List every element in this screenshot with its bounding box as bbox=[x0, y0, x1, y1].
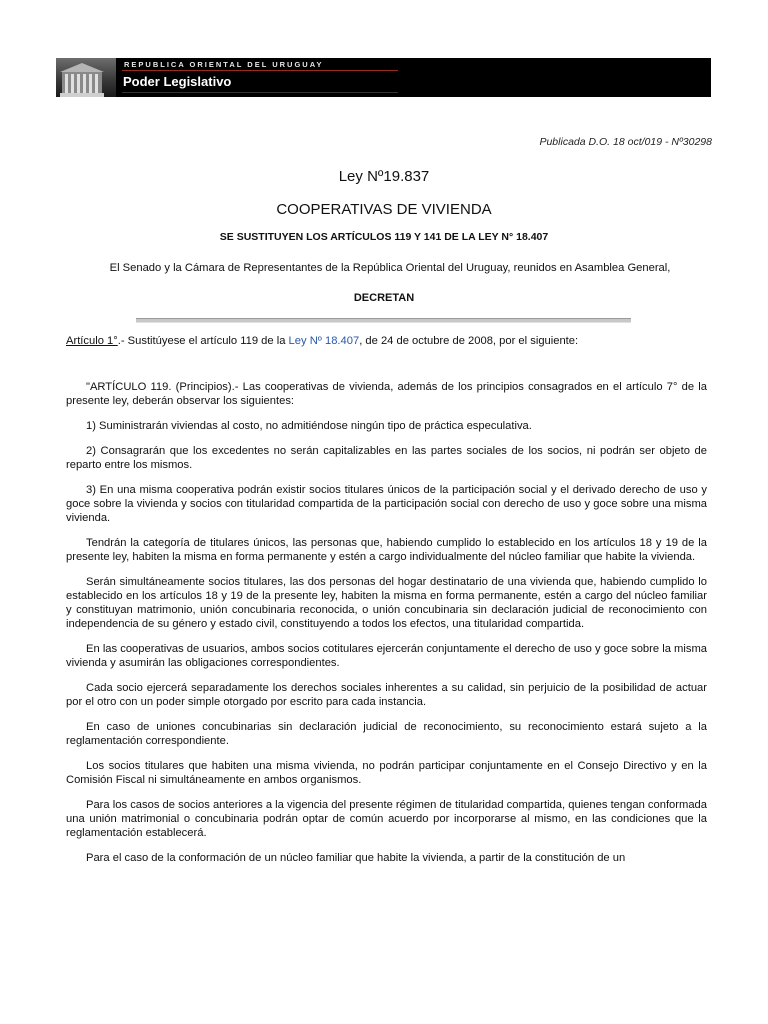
paragraph-article-119: "ARTÍCULO 119. (Principios).- Las cooperativas de vivienda, además de los principios consagrados en el artículo 7° de la presente ley, deberán observar los siguientes: bbox=[66, 381, 707, 407]
article-1-label[interactable]: Artículo 1° bbox=[66, 335, 118, 347]
intro-text: El Senado y la Cámara de Representantes de la República Oriental del Uruguay, reunidos en Asamblea General, bbox=[109, 262, 671, 274]
paragraph-derechos-sociales: Cada socio ejercerá separadamente los derechos sociales inherentes a su calidad, sin perjuicio de la posibilidad de actuar por el otro con un poder simple otorgado por escrito para cada instancia. bbox=[66, 682, 707, 708]
paragraph-titulares-unicos: Tendrán la categoría de titulares únicos, las personas que, habiendo cumplido lo establecido en los artículos 18 y 19 de la presente ley, habiten la misma en forma permanente y estén a cargo individualmente del núcleo familiar que habite la vivienda. bbox=[66, 537, 707, 563]
header-rule bbox=[122, 70, 398, 71]
paragraph-principle-1: 1) Suministrarán viviendas al costo, no admitiéndose ningún tipo de práctica especulativa. bbox=[86, 420, 532, 432]
law-subtitle: SE SUSTITUYEN LOS ARTÍCULOS 119 Y 141 DE LA LEY N° 18.407 bbox=[219, 231, 549, 243]
header-rule-bottom bbox=[122, 92, 398, 93]
law-18407-link[interactable]: Ley Nº 18.407 bbox=[288, 335, 360, 347]
paragraph-nucleo-familiar: Para el caso de la conformación de un núcleo familiar que habite la vivienda, a partir de la constitución de un bbox=[86, 852, 626, 864]
article-1 bbox=[66, 335, 711, 347]
paragraph-socios-titulares: Serán simultáneamente socios titulares, las dos personas del hogar destinatario de una vivienda que, habiendo cumplido lo establecido en los artículos 18 y 19 de la presente ley, habiten la misma en forma permanente, estén a cargo del núcleo familiar y constituyan matrimonio, unión concubinaria reconocida, o unión concubinaria sin declaración judicial de reconocimiento con independencia de su género y estado civil, constituyendo a todos los efectos, una titularidad compartida. bbox=[66, 576, 707, 630]
decretan-heading: DECRETAN bbox=[353, 292, 415, 304]
horizontal-divider bbox=[136, 318, 631, 323]
paragraph-socios-anteriores: Para los casos de socios anteriores a la vigencia del presente régimen de titularidad compartida, quienes tengan conformada una unión matrimonial o concubinaria podrán optar de común acuerdo por incorporarse al mismo, en las condiciones que la reglamentación establecerá. bbox=[66, 799, 707, 839]
paragraph-consejo-directivo: Los socios titulares que habiten una misma vivienda, no podrán participar conjuntamente en el Consejo Directivo y en la Comisión Fiscal ni simultáneamente en ambos organismos. bbox=[66, 760, 707, 786]
header-banner bbox=[56, 58, 711, 97]
paragraph-principle-3: 3) En una misma cooperativa podrán existir socios titulares únicos de la participación social y el derivado derecho de uso y goce sobre la vivienda y socios con titularidad compartida de la participación social con derecho de uso y goce sobre una misma vivienda. bbox=[66, 484, 707, 524]
paragraph-principle-2: 2) Consagrarán que los excedentes no serán capitalizables en las partes sociales de los socios, ni podrán ser objeto de reparto entre los mismos. bbox=[66, 445, 707, 471]
publication-info: Publicada D.O. 18 oct/019 - Nº30298 bbox=[539, 136, 712, 148]
country-name: REPUBLICA ORIENTAL DEL URUGUAY bbox=[124, 60, 324, 69]
article-1-text-after: , de 24 de octubre de 2008, por el siguiente: bbox=[359, 335, 579, 347]
institution-title: Poder Legislativo bbox=[123, 74, 232, 89]
paragraph-cooperativas-usuarios: En las cooperativas de usuarios, ambos socios cotitulares ejercerán conjuntamente el derecho de uso y goce sobre la misma vivienda y asumirán las obligaciones correspondientes. bbox=[66, 643, 707, 669]
article-body bbox=[66, 380, 707, 876]
parliament-building-logo bbox=[56, 58, 116, 97]
law-title: COOPERATIVAS DE VIVIENDA bbox=[276, 201, 492, 218]
article-1-text-before: .- Sustitúyese el artículo 119 de la bbox=[117, 335, 289, 347]
law-number: Ley Nº19.837 bbox=[338, 168, 430, 185]
paragraph-uniones-concubinarias: En caso de uniones concubinarias sin declaración judicial de reconocimiento, su reconocimiento estará sujeto a la reglamentación correspondiente. bbox=[66, 721, 707, 747]
